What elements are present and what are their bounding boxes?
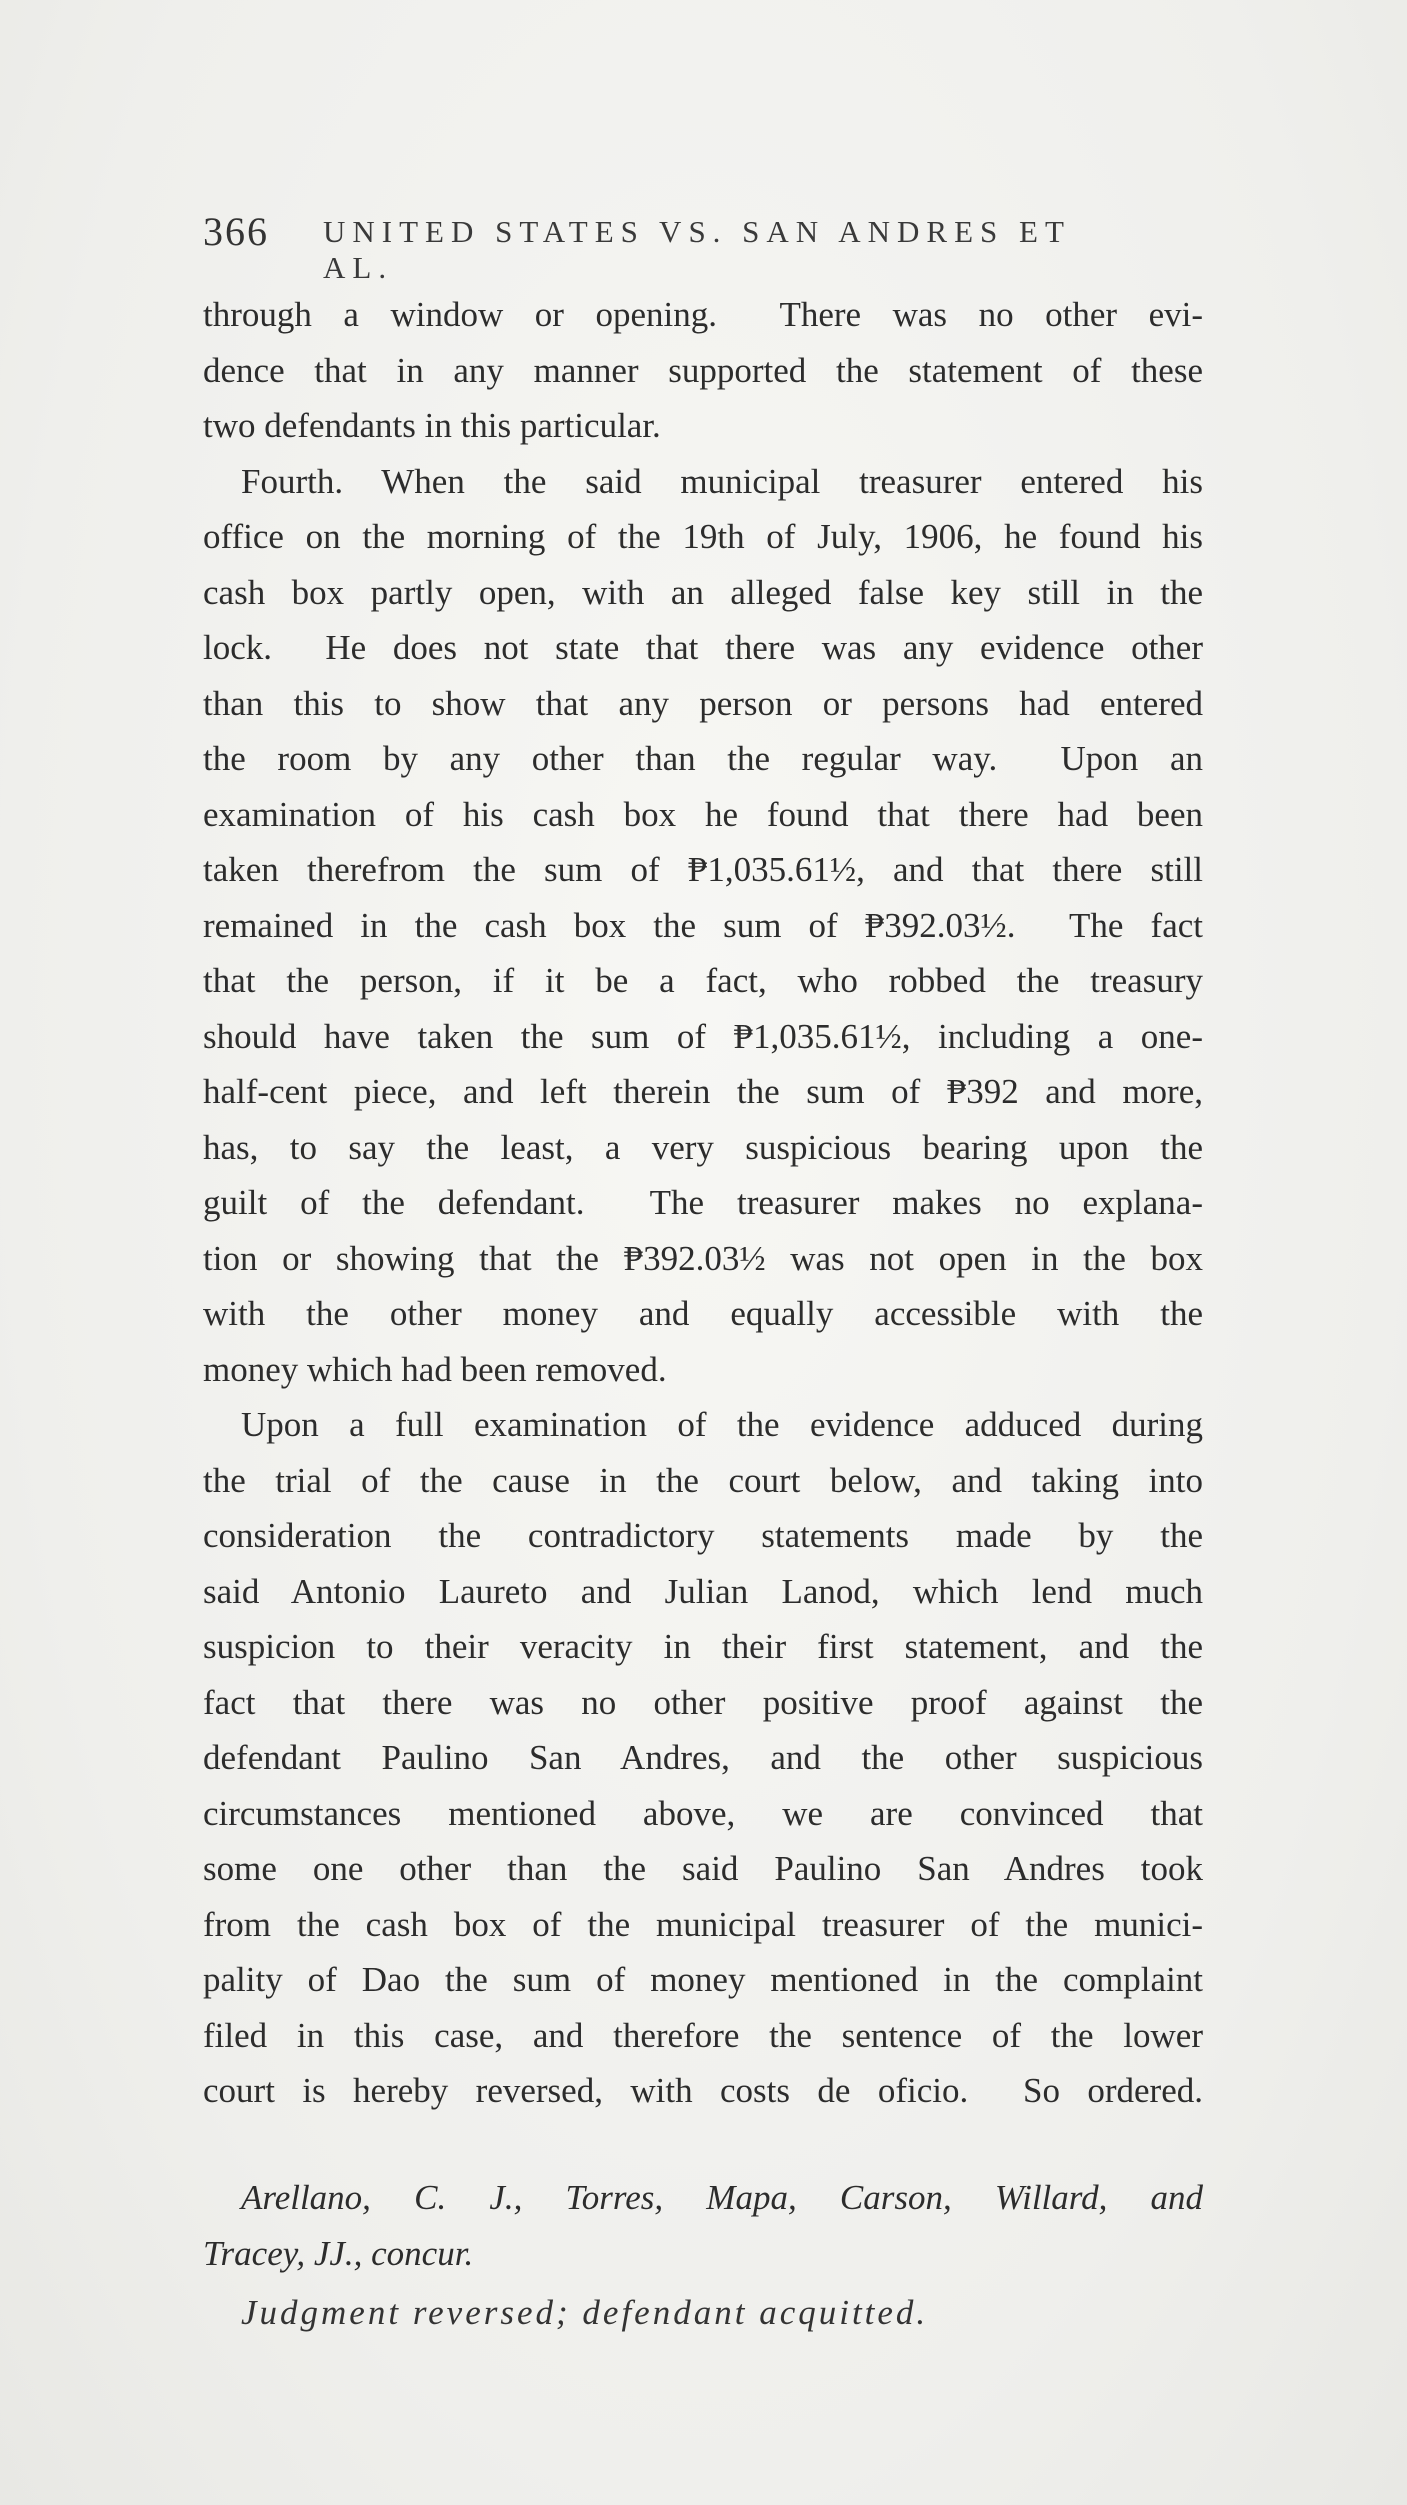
body-line: office on the morning of the 19th of July, 1906, he found his — [203, 517, 1203, 556]
body-line: money which had been removed. — [203, 1349, 667, 1389]
body-line: guilt of the defendant. The treasurer makes no explana- — [203, 1183, 1203, 1222]
body-line: said Antonio Laureto and Julian Lanod, which lend much — [203, 1571, 1203, 1611]
running-head: UNITED STATES VS. SAN ANDRES ET AL. — [323, 214, 1071, 285]
body-line: filed in this case, and therefore the sentence of the lower — [203, 2015, 1203, 2055]
body-line: cash box partly open, with an alleged false key still in the — [203, 572, 1203, 612]
body-line: two defendants in this particular. — [203, 406, 661, 445]
body-line: taken therefrom the sum of ₱1,035.61½, and that there still — [203, 850, 1203, 889]
body-line: than this to show that any person or persons had entered — [203, 683, 1203, 723]
body-text — [203, 287, 1203, 2119]
body-line: court is hereby reversed, with costs de oficio. So ordered. — [203, 2071, 1203, 2110]
body-line: half-cent piece, and left therein the sum of ₱392 and more, — [203, 1072, 1203, 1111]
body-line: defendant Paulino San Andres, and the other suspicious — [203, 1738, 1203, 1777]
body-line: fact that there was no other positive proof against the — [203, 1682, 1203, 1722]
body-line: the trial of the cause in the court below, and taking into — [203, 1460, 1203, 1500]
body-line: tion or showing that the ₱392.03½ was not open in the box — [203, 1238, 1203, 1278]
body-line: Upon a full examination of the evidence adduced during — [241, 1405, 1203, 1444]
body-line: that the person, if it be a fact, who robbed the treasury — [203, 961, 1203, 1000]
body-line: through a window or opening. There was no other evi- — [203, 295, 1203, 334]
body-line: pality of Dao the sum of money mentioned in the complaint — [203, 1960, 1203, 1999]
concurrence-line-1: Arellano, C. J., Torres, Mapa, Carson, Willard, and — [241, 2178, 1203, 2217]
body-line: with the other money and equally accessible with the — [203, 1294, 1203, 1333]
page-number: 366 — [203, 209, 269, 254]
body-line: examination of his cash box he found that there had been — [203, 794, 1203, 834]
body-line: the room by any other than the regular way. Upon an — [203, 739, 1203, 778]
page-header — [203, 208, 1133, 285]
concurrence-line-2: Tracey, JJ., concur. — [203, 2233, 474, 2273]
body-line: consideration the contradictory statements made by the — [203, 1516, 1203, 1555]
judgment-line: Judgment reversed; defendant acquitted. — [241, 2293, 929, 2332]
body-line: dence that in any manner supported the statement of these — [203, 350, 1203, 390]
body-line: Fourth. When the said municipal treasurer entered his — [241, 461, 1203, 501]
concurrence-block — [203, 2170, 1203, 2281]
body-line: from the cash box of the municipal treasurer of the munici- — [203, 1904, 1203, 1944]
body-line: circumstances mentioned above, we are convinced that — [203, 1793, 1203, 1833]
body-line: lock. He does not state that there was any evidence other — [203, 628, 1203, 667]
body-line: remained in the cash box the sum of ₱392.03½. The fact — [203, 905, 1203, 945]
body-line: suspicion to their veracity in their first statement, and the — [203, 1627, 1203, 1666]
body-line: should have taken the sum of ₱1,035.61½, including a one- — [203, 1016, 1203, 1056]
body-line: some one other than the said Paulino San Andres took — [203, 1849, 1203, 1888]
body-line: has, to say the least, a very suspicious bearing upon the — [203, 1127, 1203, 1167]
